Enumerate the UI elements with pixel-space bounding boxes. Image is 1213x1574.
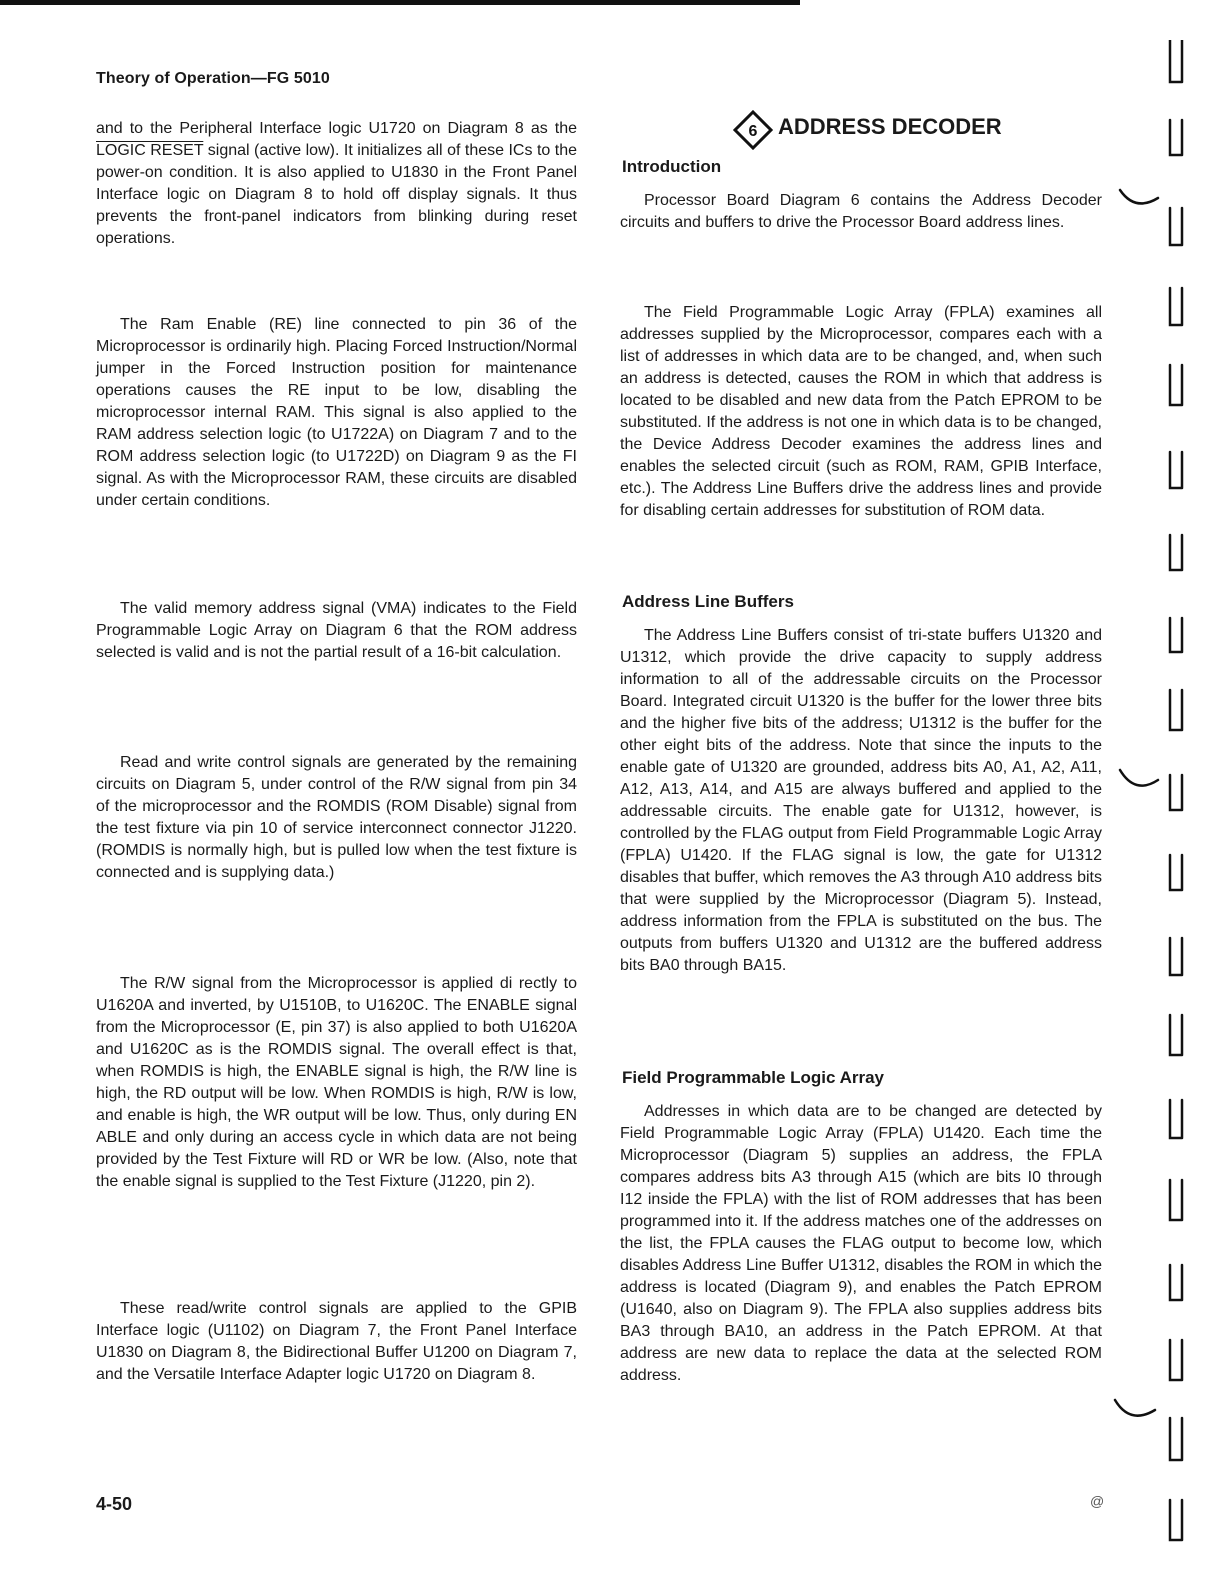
page-number: 4-50 [96, 1494, 133, 1514]
logic-reset-signal: LOGIC RESET [96, 142, 204, 159]
address-line-buffers-heading: Address Line Buffers [622, 592, 794, 611]
text-run: signal (active low). It initializes all of these ICs to the power-on condition. It is also applied to U1830 in the Front Panel Interface logic on Diagram 8 to hold off display signals. It thus prevents the front-panel indicators from blinking during reset operations. [96, 142, 577, 247]
left-paragraph-2: The Ram Enable (RE) line connected to pin 36 of the Microprocessor is ordinarily high. Placing Forced Instruction/Normal jumper in the Forced Instruction position for maintenance operations causes the RE input to be low, disabling the microprocessor internal RAM. This signal is also applied to the RAM address selection logic (to U1722A) on Diagram 7 and to the ROM address selection logic (to U1722D) on Diagram 9 as the FI signal. As with the Microprocessor RAM, these circuits are disabled under certain conditions. [96, 316, 577, 509]
left-paragraph-1 [96, 118, 577, 250]
diagram-number-diamond-icon [733, 110, 773, 150]
copyright-mark: @ [1090, 1493, 1105, 1509]
section-number: 6 [748, 123, 758, 140]
running-header: Theory of Operation—FG 5010 [96, 70, 330, 87]
left-paragraph-6: These read/write control signals are applied to the GPIB Interface logic (U1102) on Diagram 7, the Front Panel Interface U1830 on Diagram 8, the Bidirectional Buffer U1200 on Diagram 7, and the Versatile Interface Adapter logic U1720 on Diagram 8. [96, 1300, 577, 1383]
left-paragraph-4: Read and write control signals are generated by the remaining circuits on Diagram 5, under control of the R/W signal from pin 34 of the microprocessor and the ROMDIS (ROM Disable) signal from the test fixture via pin 10 of service interconnect connector J1220. (ROMDIS is normally high, but is pulled low when the test fixture is connected and is supplying data.) [96, 754, 577, 881]
intro-heading: Introduction [622, 157, 722, 176]
text-run: and to the Peripheral Interface logic U1720 on Diagram 8 as the [96, 120, 577, 137]
fpla-heading: Field Programmable Logic Array [622, 1068, 884, 1087]
fpla-paragraph: Addresses in which data are to be changed are detected by Field Programmable Logic Array (FPLA) U1420. Each time the Microprocessor (Diagram 5) supplies an address, the FPLA compares address bits A3 through A15 (which are bits I0 through I12 inside the FPLA) with the list of ROM addresses that has been programmed into it. If the address matches one of the addresses on the list, the FPLA causes the FLAG output to become low, which disables Address Line Buffer U1312, disables the ROM in which the address is located (Diagram 9), and enables the Patch EPROM (U1640, also on Diagram 9). The FPLA also supplies address bits BA3 through BA10, an address in the Patch EPROM. At that address are new data to replace the data at the selected ROM address. [620, 1103, 1102, 1384]
address-line-buffers-paragraph: The Address Line Buffers consist of tri-state buffers U1320 and U1312, which provide the drive capacity to supply address information to all of the addressable circuits on the Processor Board. Integrated circuit U1320 is the buffer for the lower three bits and the higher five bits of the address; U1312 is the buffer for the other eight bits of the address. Note that since the inputs to the enable gate of U1320 are grounded, address bits A0, A1, A2, A11, A12, A13, A14, and A15 are always buffered and applied to the addressable circuits. The enable gate for U1312, however, is controlled by the FLAG output from Field Programmable Logic Array (FPLA) U1420. If the FLAG signal is low, the gate for U1312 disables that buffer, which removes the A3 through A10 address bits that were supplied by the Microprocessor (Diagram 5). Instead, address information from the FPLA is substituted on the bus. The outputs from buffers U1320 and U1312 are the buffered address bits BA0 through BA15. [620, 627, 1102, 974]
binder-margin-marks [1100, 40, 1210, 1560]
left-paragraph-5: The R/W signal from the Microprocessor is applied di rectly to U1620A and inverted, by U1510B, to U1620C. The ENABLE signal from the Microprocessor (E, pin 37) is also applied to both U1620A and U1620C as is the ROMDIS signal. The overall effect is that, when ROMDIS is high, the ENABLE signal is high, the R/W line is high, the RD output will be low. When ROMDIS is high, R/W is low, and enable is high, the WR output will be low. Thus, only during EN ABLE and only during an access cycle in which data are not being provided by the Test Fixture will RD or WR be low. (Also, note that the enable signal is supplied to the Test Fixture (J1220, pin 2). [96, 975, 577, 1190]
section-title: ADDRESS DECODER [778, 114, 1002, 139]
intro-paragraph: Processor Board Diagram 6 contains the Address Decoder circuits and buffers to drive the Processor Board address lines. [620, 192, 1102, 231]
fpla-overview-paragraph: The Field Programmable Logic Array (FPLA) examines all addresses supplied by the Microprocessor, compares each with a list of addresses in which data are to be changed, and, when such an address is detected, causes the ROM in which that address is located to be disabled and new data from the Patch EPROM to be substituted. If the address is not one in which data is to be changed, the Device Address Decoder examines the address lines and enables the selected circuit (such as ROM, RAM, GPIB Interface, etc.). The Address Line Buffers drive the address lines and provide for disabling certain addresses for substitution of ROM data. [620, 304, 1102, 519]
left-paragraph-3: The valid memory address signal (VMA) indicates to the Field Programmable Logic Array on Diagram 6 that the ROM address selected is valid and is not the partial result of a 16-bit calculation. [96, 600, 577, 661]
binder-mark [1170, 40, 1182, 82]
top-rule [0, 0, 800, 5]
